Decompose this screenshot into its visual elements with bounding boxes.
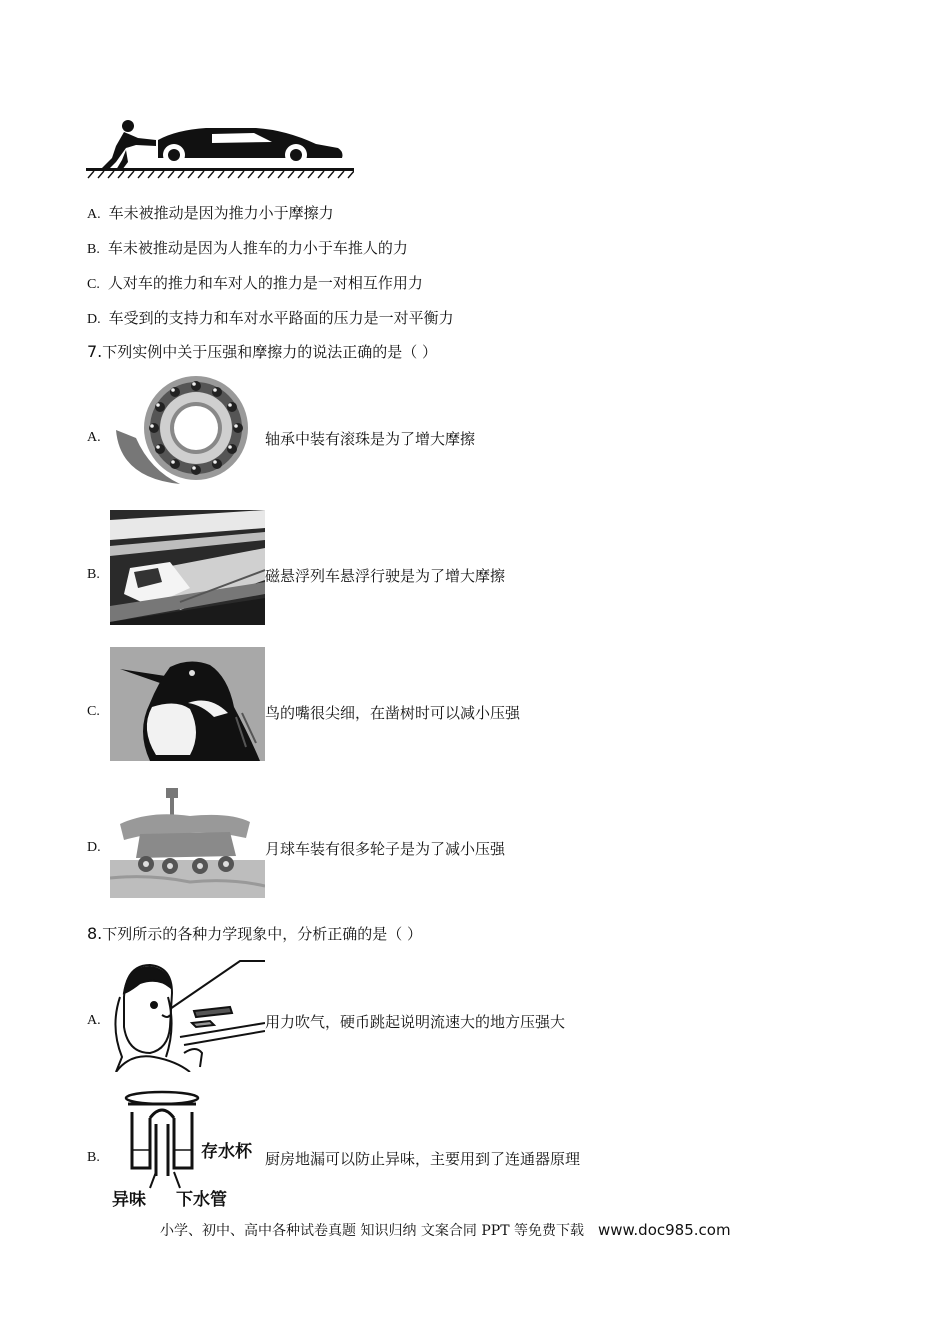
page-footer: 小学、初中、高中各种试卷真题 知识归纳 文案合同 PPT 等免费下载 www.doc985.com xyxy=(160,1221,731,1239)
q6-option-b: B. 车未被推动是因为人推车的力小于车推人的力 xyxy=(87,239,408,257)
q6-option-d: D. 车受到的支持力和车对水平路面的压力是一对平衡力 xyxy=(87,309,454,327)
blowing-coin-image xyxy=(110,957,265,1072)
q7-option-b-text: 磁悬浮列车悬浮行驶是为了增大摩擦 xyxy=(265,567,506,585)
q7-option-c-text: 鸟的嘴很尖细，在凿树时可以减小压强 xyxy=(265,704,521,722)
q8-stem: 8.下列所示的各种力学现象中，分析正确的是（ ） xyxy=(87,924,423,943)
woodpecker-image xyxy=(110,647,265,761)
q6-option-c: C. 人对车的推力和车对人的推力是一对相互作用力 xyxy=(87,274,423,292)
maglev-train-image xyxy=(110,510,265,625)
q7-option-a-text: 轴承中装有滚珠是为了增大摩擦 xyxy=(265,430,476,448)
drain-label-pipe: 下水管 xyxy=(176,1190,227,1210)
q7-option-b-letter: B. xyxy=(87,567,100,582)
lunar-rover-image xyxy=(110,782,265,898)
q7-option-d-text: 月球车装有很多轮子是为了减小压强 xyxy=(265,840,506,858)
q8-option-b-text: 厨房地漏可以防止异味，主要用到了连通器原理 xyxy=(265,1150,581,1168)
q7-stem: 7.下列实例中关于压强和摩擦力的说法正确的是（ ） xyxy=(87,342,438,361)
drain-label-cup: 存水杯 xyxy=(201,1142,252,1162)
q8-option-b-letter: B. xyxy=(87,1150,100,1165)
q6-option-a: A. 车未被推动是因为推力小于摩擦力 xyxy=(87,204,334,222)
q8-option-a-letter: A. xyxy=(87,1013,101,1028)
drain-label-odor: 异味 xyxy=(112,1190,146,1210)
q7-option-a-letter: A. xyxy=(87,430,101,445)
q7-option-d-letter: D. xyxy=(87,840,101,855)
push-car-figure xyxy=(86,118,354,180)
q8-option-a-text: 用力吹气，硬币跳起说明流速大的地方压强大 xyxy=(265,1013,566,1031)
q7-option-c-letter: C. xyxy=(87,704,100,719)
footer-url[interactable]: www.doc985.com xyxy=(597,1221,731,1239)
bearing-image xyxy=(110,374,264,486)
